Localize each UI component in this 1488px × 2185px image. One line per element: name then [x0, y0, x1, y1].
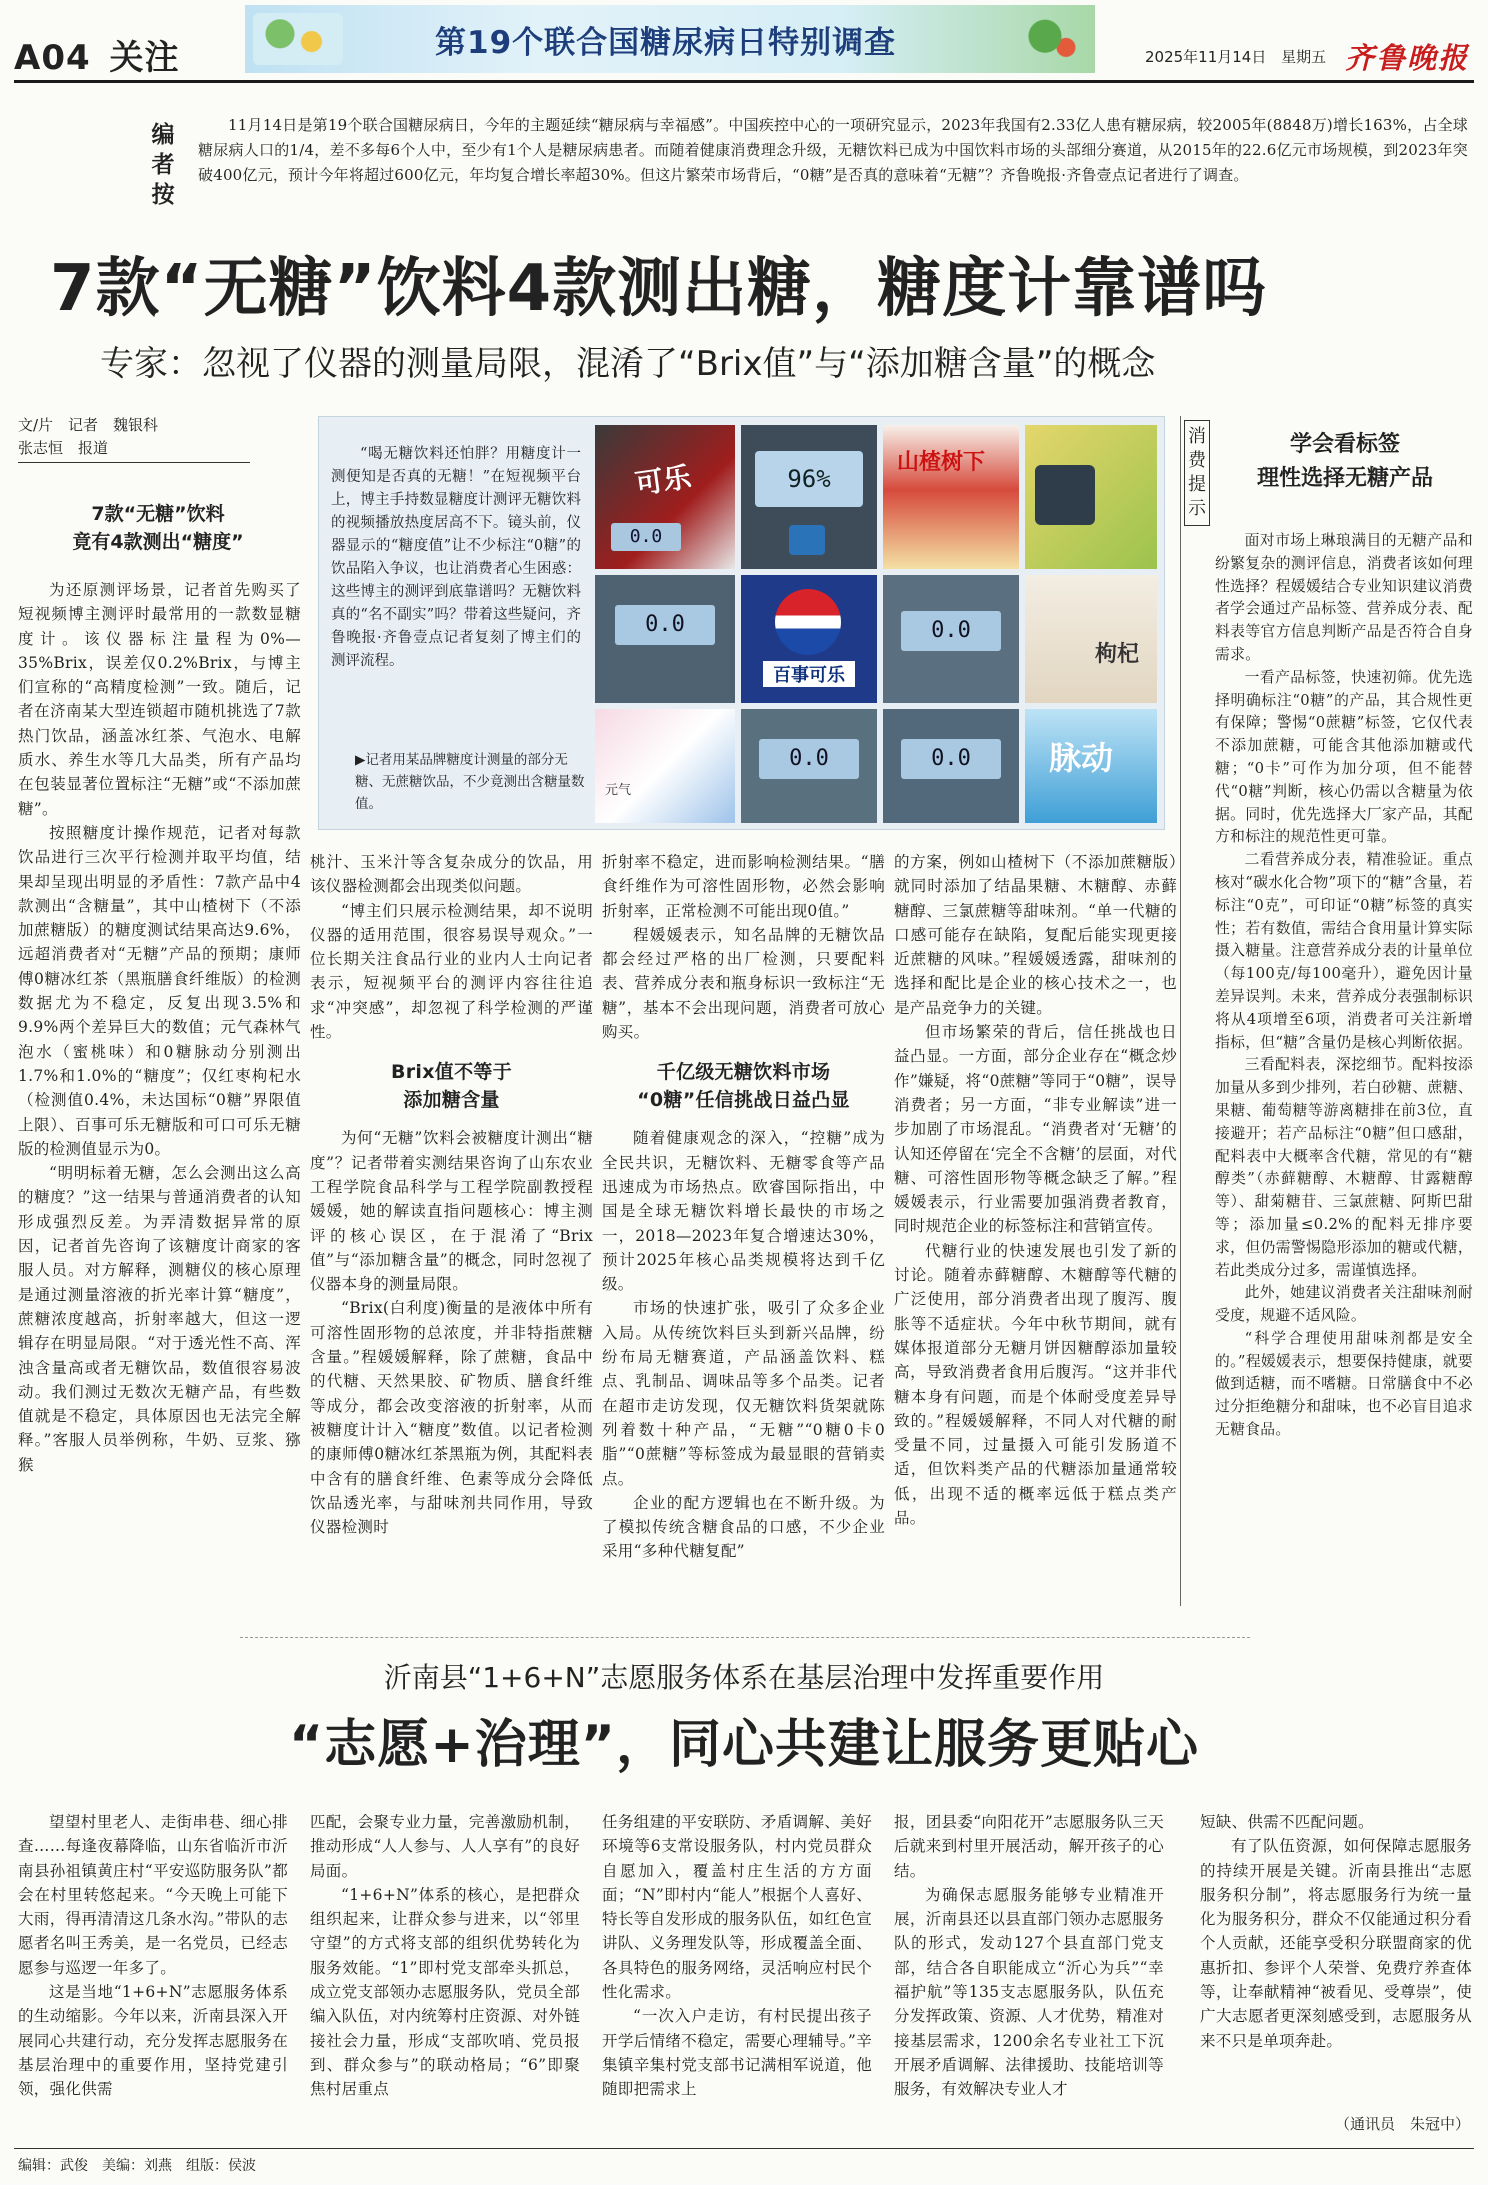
photo-pepsi	[741, 575, 877, 703]
paragraph: 一看产品标签，快速初筛。优先选择明确标注“0糖”的产品，其合规性更有保障；警惕“0蔗糖”标签，它仅代表不添加蔗糖，可能含其他添加糖或代糖；“0卡”可作为加分项，但不能替代“0糖”判断，核心仍需以含糖量为依据。同时，优先选择大厂家产品，其配方和标注的规范性更可靠。	[1215, 668, 1473, 846]
date-line	[1145, 46, 1326, 67]
sidebar-title-line-2: 理性选择无糖产品	[1256, 466, 1433, 491]
paragraph: “1+6+N”体系的核心，是把群众组织起来，让群众参与进来，以“邻里守望”的方式将支部的组织优势转化为服务效能。“1”即村党支部牵头抓总，成立党支部领办志愿服务队，党员全部编入队伍，对内统筹村庄资源、对外链接社会力量，形成“支部吹哨、党员报到、群众参与”的联动格局；“6”即聚焦村居重点	[310, 1885, 580, 2099]
paragraph: 有了队伍资源，如何保障志愿服务的持续开展是关键。沂南县推出“志愿服务积分制”，将志愿服务行为统一量化为服务积分，群众不仅能通过积分看个人贡献，还能享受积分联盟商家的优惠折扣、参评个人荣誉、免费疗养查体等，让奉献精神“被看见、受尊崇”，使广大志愿者更深刻感受到，志愿服务从来不只是单项奔赴。	[1200, 1837, 1472, 2050]
weekday: 星期五	[1281, 48, 1327, 66]
photo-label: 脉动	[1049, 739, 1114, 777]
article2-kicker: 沂南县“1+6+N”志愿服务体系在基层治理中发挥重要作用	[383, 1661, 1105, 1694]
paragraph: 代糖行业的快速发展也引发了新的讨论。随着赤藓糖醇、木糖醇等代糖的广泛使用，部分消费者出现了腹泻、腹胀等不适症状。今年中秋节期间，就有媒体报道部分无糖月饼因糖醇添加量较高，导致消费者食用后腹泻。“这并非代糖本身有问题，而是个体耐受度差异导致的。”程媛媛解释，不同人对代糖的耐受量不同，过量摄入可能引发肠道不适，但饮料类产品的代糖添加量通常较低，出现不适的概率远低于糕点类产品。	[894, 1241, 1177, 1528]
photo-label: 山楂树下	[897, 449, 986, 475]
paragraph: 市场的快速扩张，吸引了众多企业入局。从传统饮料巨头到新兴品牌，纷纷布局无糖赛道，产品涵盖饮料、糕点、乳制品、调味品等多个品类。记者在超市走访发现，仅无糖饮料货架就陈列着数十种产品，“无糖”“0糖0卡0脂”“0蔗糖”等标签成为最显眼的营销卖点。	[602, 1299, 885, 1488]
section-name: 关注	[109, 38, 180, 78]
photo-label: 百事可乐	[763, 661, 855, 687]
paragraph: 程媛媛表示，知名品牌的无糖饮品都会经过严格的出厂检测，只要配料表、营养成分表和瓶身标识一致标注“无糖”，基本不会出现问题，消费者可放心购买。	[602, 925, 885, 1042]
paragraph: 这是当地“1+6+N”志愿服务体系的生动缩影。今年以来，沂南县深入开展同心共建行动，充分发挥志愿服务在基层治理中的重要作用，坚持党建引领，强化供需	[18, 1983, 288, 2099]
sidebar-title-line-1: 学会看标签	[1289, 432, 1400, 457]
sub-headline: 专家：忽视了仪器的测量局限，混淆了“Brix值”与“添加糖含量”的概念	[100, 344, 1156, 384]
article2-headline: “志愿+治理”，同心共建让服务更贴心	[289, 1715, 1199, 1775]
meter-reading: 0.0	[611, 523, 681, 551]
article1-column-4	[894, 850, 1177, 1610]
page-no: A04	[14, 38, 91, 78]
byline	[18, 414, 250, 463]
banner-title: 第19个联合国糖尿病日特别调查	[435, 25, 897, 61]
main-headline: 7款“无糖”饮料4款测出糖，糖度计靠谱吗	[50, 252, 1268, 326]
paragraph: 三看配料表，深挖细节。配料按添加量从多到少排列，若白砂糖、蔗糖、果糖、葡萄糖等游离糖排在前3位，直接避开；若产品标注“0糖”但口感甜，配料表中大概率含代糖，常见的有“糖醇类”（赤藓糖醇、木糖醇、甘露糖醇等）、甜菊糖苷、三氯蔗糖、阿斯巴甜等；添加量≤0.2%的配料无排序要求，但仍需警惕隐形添加的糖或代糖，若此类成分过多，需谨慎选择。	[1215, 1056, 1473, 1279]
subhead-3	[602, 1058, 885, 1114]
article1-column-3	[602, 850, 885, 1610]
sidebar-tag-text: 消费提示	[1188, 426, 1206, 519]
sidebar-body	[1215, 530, 1473, 1610]
editor-note-label	[148, 120, 178, 210]
photo-sparkling	[595, 709, 735, 823]
header-rule	[14, 80, 1474, 83]
paragraph: 的方案，例如山楂树下（不添加蔗糖版）就同时添加了结晶果糖、木糖醇、赤藓糖醇、三氯蔗糖等甜味剂。“单一代糖的口感可能存在缺陷，复配后能实现更接近蔗糖的风味。”程媛媛透露，甜味剂的选择和配比是企业的核心技术之一，也是产品竞争力的关键。	[894, 853, 1177, 1017]
photo-mizone	[1025, 709, 1157, 823]
banner-icon-fruits	[1017, 11, 1087, 67]
article1-column-2	[310, 850, 593, 1610]
photo-label: 可乐	[633, 460, 694, 501]
article2-byline: （通讯员 朱冠中）	[1334, 2115, 1470, 2133]
subhead-1-line-2: 竟有4款测出“糖度”	[72, 531, 244, 553]
photo-quote: “喝无糖饮料还怕胖？用糖度计一测便知是否真的无糖！”在短视频平台上，博主手持数显糖度计测评无糖饮料的视频播放热度居高不下。镜头前，仪器显示的“糖度值”让不少标注“0糖”的饮品陷入争议，也让消费者心生困惑：这些博主的测评到底靠谱吗？无糖饮料真的“名不副实”吗？带着这些疑问，齐鲁晚报·齐鲁壹点记者复刻了博主们的测评流程。	[331, 446, 581, 669]
article2-column-2	[310, 1810, 580, 2145]
editor-note-text: 11月14日是第19个联合国糖尿病日，今年的主题延续“糖尿病与幸福感”。中国疾控中心的一项研究显示，2023年我国有2.33亿人患有糖尿病，较2005年(8848万)增长163%，占全球糖尿病人口的1/4，差不多每6个人中，至少有1个人是糖尿病患者。而随着健康消费理念升级，无糖饮料已成为中国饮料市场的头部细分赛道，从2015年的22.6亿元市场规模，到2023年突破400亿元，预计今年将超过600亿元，年均复合增长率超30%。但这片繁荣市场背后，“0糖”是否真的意味着“无糖”？齐鲁晚报·齐鲁壹点记者进行了调查。	[198, 116, 1468, 184]
byline-line-1: 文/片 记者 魏银科	[18, 416, 159, 434]
paragraph: 桃汁、玉米汁等含复杂成分的饮品，用该仪器检测都会出现类似问题。	[310, 853, 593, 896]
subhead-3-line-1: 千亿级无糖饮料市场	[656, 1061, 831, 1084]
meter-reading: 0.0	[615, 605, 715, 645]
photo-meter-3	[741, 709, 877, 823]
paper-logo: 齐鲁晚报	[1345, 41, 1470, 75]
paragraph: 随着健康观念的深入，“控糖”成为全民共识，无糖饮料、无糖零食等产品迅速成为市场热点。欧睿国际指出，中国是全球无糖饮料增长最快的市场之一，2018—2023年复合增速达30%，预计2025年核心品类规模将达到千亿级。	[602, 1129, 885, 1294]
banner-icon-vegetables	[253, 13, 343, 65]
paragraph: 但市场繁荣的背后，信任挑战也日益凸显。一方面，部分企业存在“概念炒作”嫌疑，将“0蔗糖”等同于“0糖”，误导消费者；另一方面，“非专业解读”进一步加剧了市场混乱。“消费者对‘无糖’的认知还停留在‘完全不含糖’的层面，对代糖、可溶性固形物等概念缺乏了解。”程媛媛表示，行业需要加强消费者教育，同时规范企业的标签标注和营销宣传。	[894, 1023, 1177, 1236]
paragraph: 为何“无糖”饮料会被糖度计测出“糖度”？记者带着实测结果咨询了山东农业工程学院食品科学与工程学院副教授程媛媛，她的解读直指问题核心：博主测评的核心误区，在于混淆了“Brix值”与“添加糖含量”的概念，同时忽视了仪器本身的测量局限。	[310, 1129, 593, 1294]
photo-label: 枸杞	[1095, 641, 1140, 667]
photo-meter-4	[883, 709, 1019, 823]
photo-meter-lemon	[1025, 425, 1157, 569]
subhead-1	[18, 500, 298, 556]
paragraph: 匹配，会聚专业力量，完善激励机制，推动形成“人人参与、人人享有”的良好局面。	[310, 1813, 580, 1880]
meter-reading: 96%	[755, 451, 863, 507]
banner	[245, 5, 1095, 73]
subhead-1-line-1: 7款“无糖”饮料	[91, 503, 225, 525]
footer-credits: 编辑：武俊 美编：刘燕 组版：侯波	[18, 2158, 256, 2174]
photo-meter-2	[883, 575, 1019, 703]
meter-reading: 0.0	[901, 739, 1001, 779]
paragraph: 短缺、供需不匹配问题。	[1200, 1813, 1374, 1831]
paragraph: “一次入户走访，有村民提出孩子开学后情绪不稳定，需要心理辅导。”辛集镇辛集村党支部书记满相军说道，他随即把需求上	[602, 2007, 872, 2099]
sidebar-tag	[1184, 420, 1210, 526]
article2-column-5	[1200, 1810, 1472, 2110]
date: 2025年11月14日	[1145, 48, 1267, 66]
meter-reading	[1035, 465, 1095, 525]
photo-caption: ▶记者用某品牌糖度计测量的部分无糖、无蔗糖饮品，不少竟测出含糖量数值。	[355, 752, 585, 812]
paragraph: 二看营养成分表，精准验证。重点核对“碳水化合物”项下的“糖”含量，若标注“0克”，可印证“0糖”标签的真实性；若有数值，需结合食用量计算实际摄入糖量。注意营养成分表的计量单位（每100克/每100毫升），避免因计量差异误判。未来，营养成分表强制标识将从4项增至6项，消费者可关注新增指标，但“糖”含量仍是核心判断依据。	[1215, 851, 1473, 1051]
meter-reading: 0.0	[759, 739, 859, 779]
paragraph: 面对市场上琳琅满目的无糖产品和纷繁复杂的测评信息，消费者该如何理性选择？程媛媛结合专业知识建议消费者学会通过产品标签、营养成分表、配料表等官方信息判断产品是否符合自身需求。	[1215, 532, 1473, 663]
paragraph: 企业的配方逻辑也在不断升级。为了模拟传统含糖食品的口感，不少企业采用“多种代糖复配”	[602, 1493, 885, 1561]
article1-column-1	[18, 578, 301, 1608]
paragraph: “博主们只展示检测结果，却不说明仪器的适用范围，很容易误导观众。”一位长期关注食品行业的业内人士向记者表示，短视频平台的测评内容往往追求“冲突感”，却忽视了科学检测的严谨性。	[310, 901, 593, 1042]
paragraph: “Brix(白利度)衡量的是液体中所有可溶性固形物的总浓度，并非特指蔗糖含量。”程媛媛解释，除了蔗糖，食品中的代糖、天然果胶、矿物质、膳食纤维等成分，都会改变溶液的折射率，从而被糖度计计入“糖度”数值。以记者检测的康师傅0糖冰红茶黑瓶为例，其配料表中含有的膳食纤维、色素等成分会降低饮品透光率，与甜味剂共同作用，导致仪器检测时	[310, 1299, 593, 1537]
article2-column-4	[894, 1810, 1164, 2145]
photo-goji	[1025, 575, 1157, 703]
paragraph: 按照糖度计操作规范，记者对每款饮品进行三次平行检测并取平均值，结果却呈现出明显的矛盾性：7款产品中4款测出“含糖量”，其中山楂树下（不添加蔗糖版）的糖度测试结果高达9.6%，远超消费者对“无糖”产品的预期；康师傅0糖冰红茶（黑瓶膳食纤维版）的检测数据尤为不稳定，反复出现3.5%和9.9%两个差异巨大的数值；元气森林气泡水（蜜桃味）和0糖脉动分别测出1.7%和1.0%的“糖度”；仅红枣枸杞水（检测值0.4%，未达国标“0糖”界限值上限）、百事可乐无糖版和可口可乐无糖版的检测值显示为0。	[18, 823, 301, 1158]
photo-hawthorn	[883, 425, 1019, 569]
article2-column-1	[18, 1810, 288, 2145]
subhead-3-line-2: “0糖”任信挑战日益凸显	[637, 1089, 850, 1112]
paragraph: 为还原测评场景，记者首先购买了短视频博主测评时最常用的一款数显糖度计。该仪器标注量程为0%—35%Brix，误差仅0.2%Brix，与博主们宣称的“高精度检测”一致。随后，记者在济南某大型连锁超市随机挑选了7款热门饮品，涵盖冰红茶、气泡水、电解质水、养生水等几大品类，所有产品均在包装显著位置标注“无糖”或“不添加蔗糖”。	[18, 581, 301, 818]
subhead-2-line-1: Brix值不等于	[390, 1061, 513, 1084]
sidebar-title	[1215, 428, 1475, 496]
paragraph: 任务组建的平安联防、矛盾调解、美好环境等6支常设服务队，村内党员群众自愿加入，覆盖村庄生活的方方面面；“N”即村内“能人”根据个人喜好、特长等自发形成的服务队伍，如红色宣讲队、义务理发队等，形成覆盖全面、各具特色的服务网络，灵活响应村民个性化需求。	[602, 1813, 872, 2002]
subhead-2	[310, 1058, 593, 1114]
paragraph: 此外，她建议消费者关注甜味剂耐受度，规避不适风险。	[1215, 1284, 1473, 1325]
article2-column-3	[602, 1810, 872, 2145]
photo-meter-1	[595, 575, 735, 703]
subhead-2-line-2: 添加糖含量	[403, 1089, 500, 1112]
photo-grid	[595, 425, 1157, 823]
editor-note-label-text: 编者按	[151, 122, 175, 208]
byline-line-2: 张志恒 报道	[18, 437, 250, 463]
paragraph: 折射率不稳定，进而影响检测结果。“膳食纤维作为可溶性固形物，必然会影响折射率，正常检测不可能出现0值。”	[602, 853, 885, 920]
paragraph: 望望村里老人、走街串巷、细心排查……每逢夜幕降临，山东省临沂市沂南县孙祖镇黄庄村“平安巡防服务队”都会在村里转悠起来。“今天晚上可能下大雨，得再清清这几条水沟。”带队的志愿者名叫王秀美，是一名党员，已经志愿参与巡逻一年多了。	[18, 1813, 288, 1977]
paragraph: “明明标着无糖，怎么会测出这么高的糖度？”这一结果与普通消费者的认知形成强烈反差。为弄清数据异常的原因，记者首先咨询了该糖度计商家的客服人员。对方解释，测糖仪的核心原理是通过测量溶液的折光率计算“糖度”，蔗糖浓度越高，折射率越大，但这一逻辑存在明显局限。“对于透光性不高、浑浊含量高或者无糖饮品，数值很容易波动。我们测过无数次无糖产品，有些数值就是不稳定，具体原因也无法完全解释。”客服人员举例称，牛奶、豆浆、猕猴	[18, 1164, 301, 1474]
sidebar-rule	[1180, 416, 1181, 1606]
photo-cola	[595, 425, 735, 569]
photo-label: 元气	[605, 783, 632, 798]
page-number	[14, 30, 179, 79]
meter-reading: 0.0	[901, 611, 1001, 651]
photo-block	[318, 416, 1165, 830]
story-divider	[240, 1637, 1250, 1638]
paragraph: “科学合理使用甜味剂都是安全的。”程媛媛表示，想要保持健康，就要做到适糖，而不嗜糖。日常膳食中不必过分拒绝糖分和甜味，也不必盲目追求无糖食品。	[1215, 1329, 1473, 1439]
paragraph: 为确保志愿服务能够专业精准开展，沂南县还以县直部门领办志愿服务队的形式，发动127个县直部门党支部，结合各自职能成立“沂心为兵”“幸福护航”等135支志愿服务队，队伍充分发挥政策、资源、人才优势，精准对接基层需求，1200余名专业社工下沉开展矛盾调解、法律援助、技能培训等服务，有效解决专业人才	[894, 1885, 1164, 2099]
power-button-icon	[789, 525, 825, 555]
footer-rule	[14, 2148, 1474, 2149]
pepsi-logo-icon	[775, 589, 841, 655]
photo-meter-96	[741, 425, 877, 569]
paragraph: 报，团县委“向阳花开”志愿服务队三天后就来到村里开展活动，解开孩子的心结。	[894, 1813, 1164, 1880]
